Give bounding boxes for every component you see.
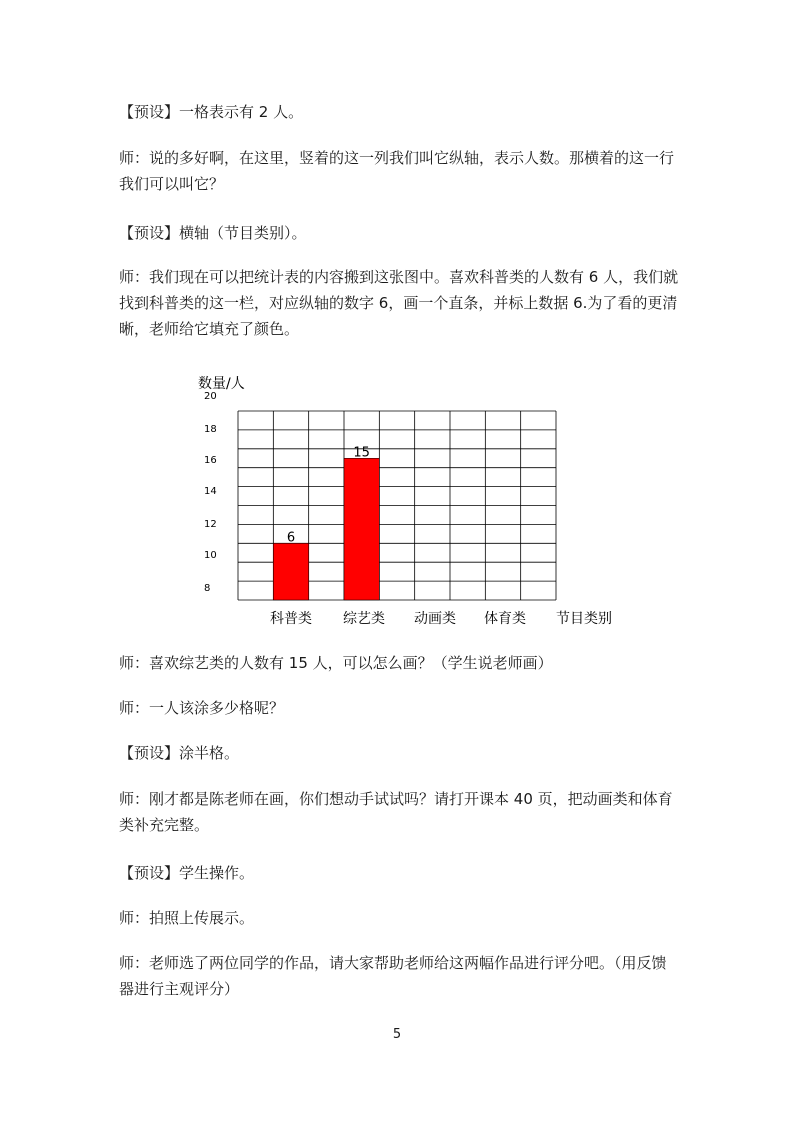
y-tick-label: 20: [204, 391, 217, 402]
y-axis-title: 数量/人: [198, 376, 245, 392]
paragraph: 师：刚才都是陈老师在画，你们想动手试试吗？请打开课本 40 页，把动画类和体育类补充完整。: [119, 790, 673, 834]
paragraph: 【预设】学生操作。: [119, 864, 255, 882]
paragraph: 师：我们现在可以把统计表的内容搬到这张图中。喜欢科普类的人数有 6 人，我们就找到科普类的这一栏，对应纵轴的数字 6，画一个直条，并标上数据 6.为了看的更清晰，老师给它填充了颜色。: [119, 268, 679, 338]
y-tick-label: 12: [204, 519, 217, 530]
paragraph: 师：说的多好啊，在这里，竖着的这一列我们叫它纵轴，表示人数。那横着的这一行我们可以叫它？: [119, 149, 675, 193]
paragraph: 师：拍照上传展示。: [119, 909, 255, 927]
bar-data-label: 15: [353, 445, 370, 461]
category-label: 科普类: [270, 611, 312, 627]
page-number: 5: [392, 1027, 402, 1042]
bar-data-label: 6: [286, 530, 296, 546]
y-tick-label: 8: [204, 583, 211, 594]
category-label: 体育类: [484, 611, 526, 627]
paragraph: 师：一人该涂多少格呢？: [119, 699, 285, 717]
category-label: 综艺类: [343, 611, 385, 627]
paragraph: 师：喜欢综艺类的人数有 15 人，可以怎么画？（学生说老师画）: [119, 654, 553, 672]
bar-chart: [190, 368, 630, 630]
x-axis-title: 节目类别: [556, 611, 612, 627]
category-label: 动画类: [414, 611, 456, 627]
paragraph: 师：老师选了两位同学的作品，请大家帮助老师给这两幅作品进行评分吧。（用反馈器进行主观评分）: [119, 954, 667, 998]
y-tick-label: 16: [204, 455, 217, 466]
y-tick-label: 18: [204, 424, 217, 435]
paragraph: 【预设】横轴（节目类别）。: [119, 224, 307, 242]
paragraph: 【预设】一格表示有 2 人。: [119, 103, 304, 121]
y-tick-label: 14: [204, 486, 217, 497]
y-tick-label: 10: [204, 550, 217, 561]
bar: [344, 458, 379, 600]
paragraph: 【预设】涂半格。: [119, 744, 240, 762]
bar: [273, 543, 308, 600]
